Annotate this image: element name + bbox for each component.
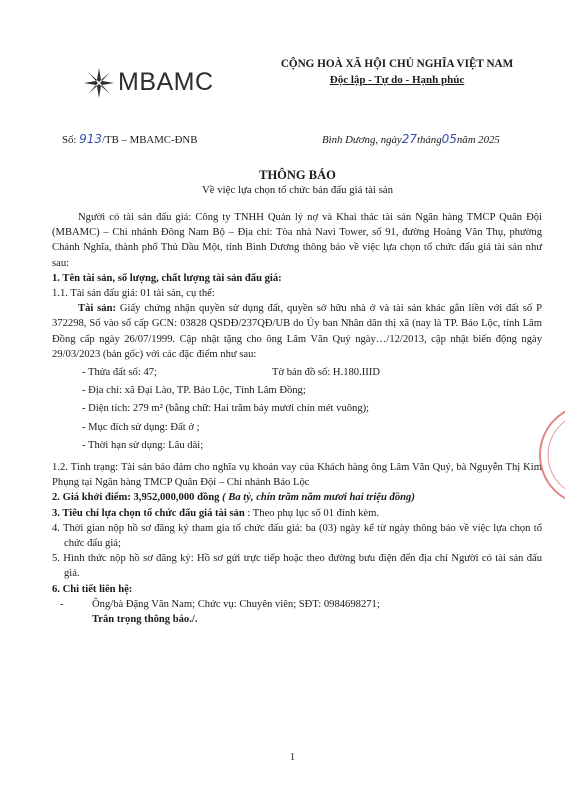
contact-person: Ông/bà Đặng Văn Nam; Chức vụ: Chuyên viên; SĐT: 0984698271;: [92, 598, 380, 610]
parcel-number: - Thửa đất số: 47;: [82, 367, 157, 379]
parcel-row: [52, 365, 542, 380]
asset-label: Tài sản:: [78, 303, 117, 315]
document-subtitle: Về việc lựa chọn tổ chức bán đấu giá tài sản: [202, 184, 393, 196]
date-month-label: tháng: [417, 134, 442, 146]
closing-text: Trân trọng thông báo./.: [92, 614, 198, 626]
date-place: Bình Dương, ngày: [322, 134, 402, 146]
asset-text: Giấy chứng nhận quyền sử dụng đất, quyền sở hữu nhà ở và tài sản khác gắn liền với đất số P 372298, Số vào sổ cấp GCN: 03828 QSDĐ/237QĐ/UB do Ủy ban Nhân dân thị xã (nay là TP. Bảo Lộc, tỉnh Lâm Đồng cấp ngày 26/07/1999. Cập nhật tặng cho ông Lâm Văn Quý ngày…/12/2013, cập nhật biến động ngày 29/03/2023 (bản gốc) với các đặc điểm như sau:: [52, 303, 542, 360]
section-2: [52, 490, 542, 505]
section-1-heading: 1. Tên tài sản, số lượng, chất lượng tài sản đấu giá:: [52, 272, 282, 284]
docno-prefix: Số:: [62, 134, 77, 146]
map-number: Tờ bản đồ số: H.180.IIID: [272, 367, 380, 379]
asset-purpose: - Mục đích sử dụng: Đất ở ;: [82, 421, 200, 433]
date-day: 27: [401, 132, 418, 146]
asset-area: - Diện tích: 279 m² (bằng chữ: Hai trăm bảy mươi chín mét vuông);: [82, 403, 370, 415]
section-5: 5. Hình thức nộp hồ sơ đăng ký: Hồ sơ gửi trực tiếp hoặc theo đường bưu điện đến địa chỉ Người có tài sản đấu giá.: [52, 553, 542, 580]
section-4: 4. Thời gian nộp hồ sơ đăng ký tham gia tổ chức đấu giá: ba (03) ngày kể từ ngày thông báo về việc lựa chọn tổ chức đấu giá;: [52, 522, 542, 550]
red-stamp-seal: [535, 395, 565, 515]
date-year: năm 2025: [456, 134, 500, 146]
contact-row: [52, 597, 542, 612]
intro-paragraph: Người có tài sản đấu giá: Công ty TNHH Quản lý nợ và Khai thác tài sản Ngân hàng TMCP Quân Đội (MBAMC) – Chi nhánh Đông Nam Bộ – Địa chỉ: Tòa nhà Navi Tower, số 91, đường Hoàng Văn Thụ, phường Chánh Nghĩa, thành phố Thủ Dầu Một, tỉnh Bình Dương thông báo về việc lựa chọn tổ chức đấu giá tài sản như sau:: [52, 212, 542, 269]
criteria-label: 3. Tiêu chí lựa chọn tổ chức đấu giá tài sản: [52, 507, 245, 519]
national-title: CỘNG HOÀ XÃ HỘI CHỦ NGHĨA VIỆT NAM: [280, 58, 514, 70]
starting-price-words: ( Ba tỷ, chín trăm năm mươi hai triệu đồng): [219, 492, 415, 504]
company-logo: [82, 66, 242, 102]
contact-dash: -: [60, 598, 64, 610]
docno-suffix: /TB – MBAMC-ĐNB: [102, 134, 198, 146]
national-motto: [262, 74, 532, 86]
document-body: [52, 210, 542, 627]
logo-text: MBAMC: [118, 68, 214, 96]
document-date: [322, 132, 500, 146]
page-number: 1: [290, 752, 295, 763]
starting-price: 2. Giá khởi điểm: 3,952,000,000 đồng: [52, 492, 220, 504]
section-1-2: 1.2. Tình trạng: Tài sản bảo đảm cho nghĩa vụ khoản vay của Khách hàng ông Lâm Văn Quý, bà Nguyễn Thị Kim Phụng tại Ngân hàng TMCP Quân Đội – Chi nhánh Bảo Lộc: [52, 462, 542, 489]
asset-term: - Thời hạn sử dụng: Lâu dài;: [82, 439, 204, 451]
asset-paragraph: [52, 301, 542, 362]
criteria-text: : Theo phụ lục số 01 đính kèm.: [244, 507, 380, 519]
asset-address: - Địa chỉ: xã Đại Lào, TP. Bảo Lộc, Tỉnh Lâm Đồng;: [82, 385, 306, 397]
document-title: THÔNG BÁO: [259, 168, 336, 182]
section-3: [52, 506, 542, 521]
docno-handwritten: 913: [79, 132, 103, 146]
section-1-1: 1.1. Tài sản đấu giá: 01 tài sản, cụ thể:: [52, 288, 215, 300]
section-6-heading: 6. Chi tiết liên hệ:: [52, 583, 133, 595]
motto-text: Độc lập - Tự do - Hạnh phúc: [329, 74, 465, 86]
document-number: [62, 132, 197, 146]
logo-star-icon: [82, 66, 116, 100]
date-month: 05: [441, 132, 457, 146]
